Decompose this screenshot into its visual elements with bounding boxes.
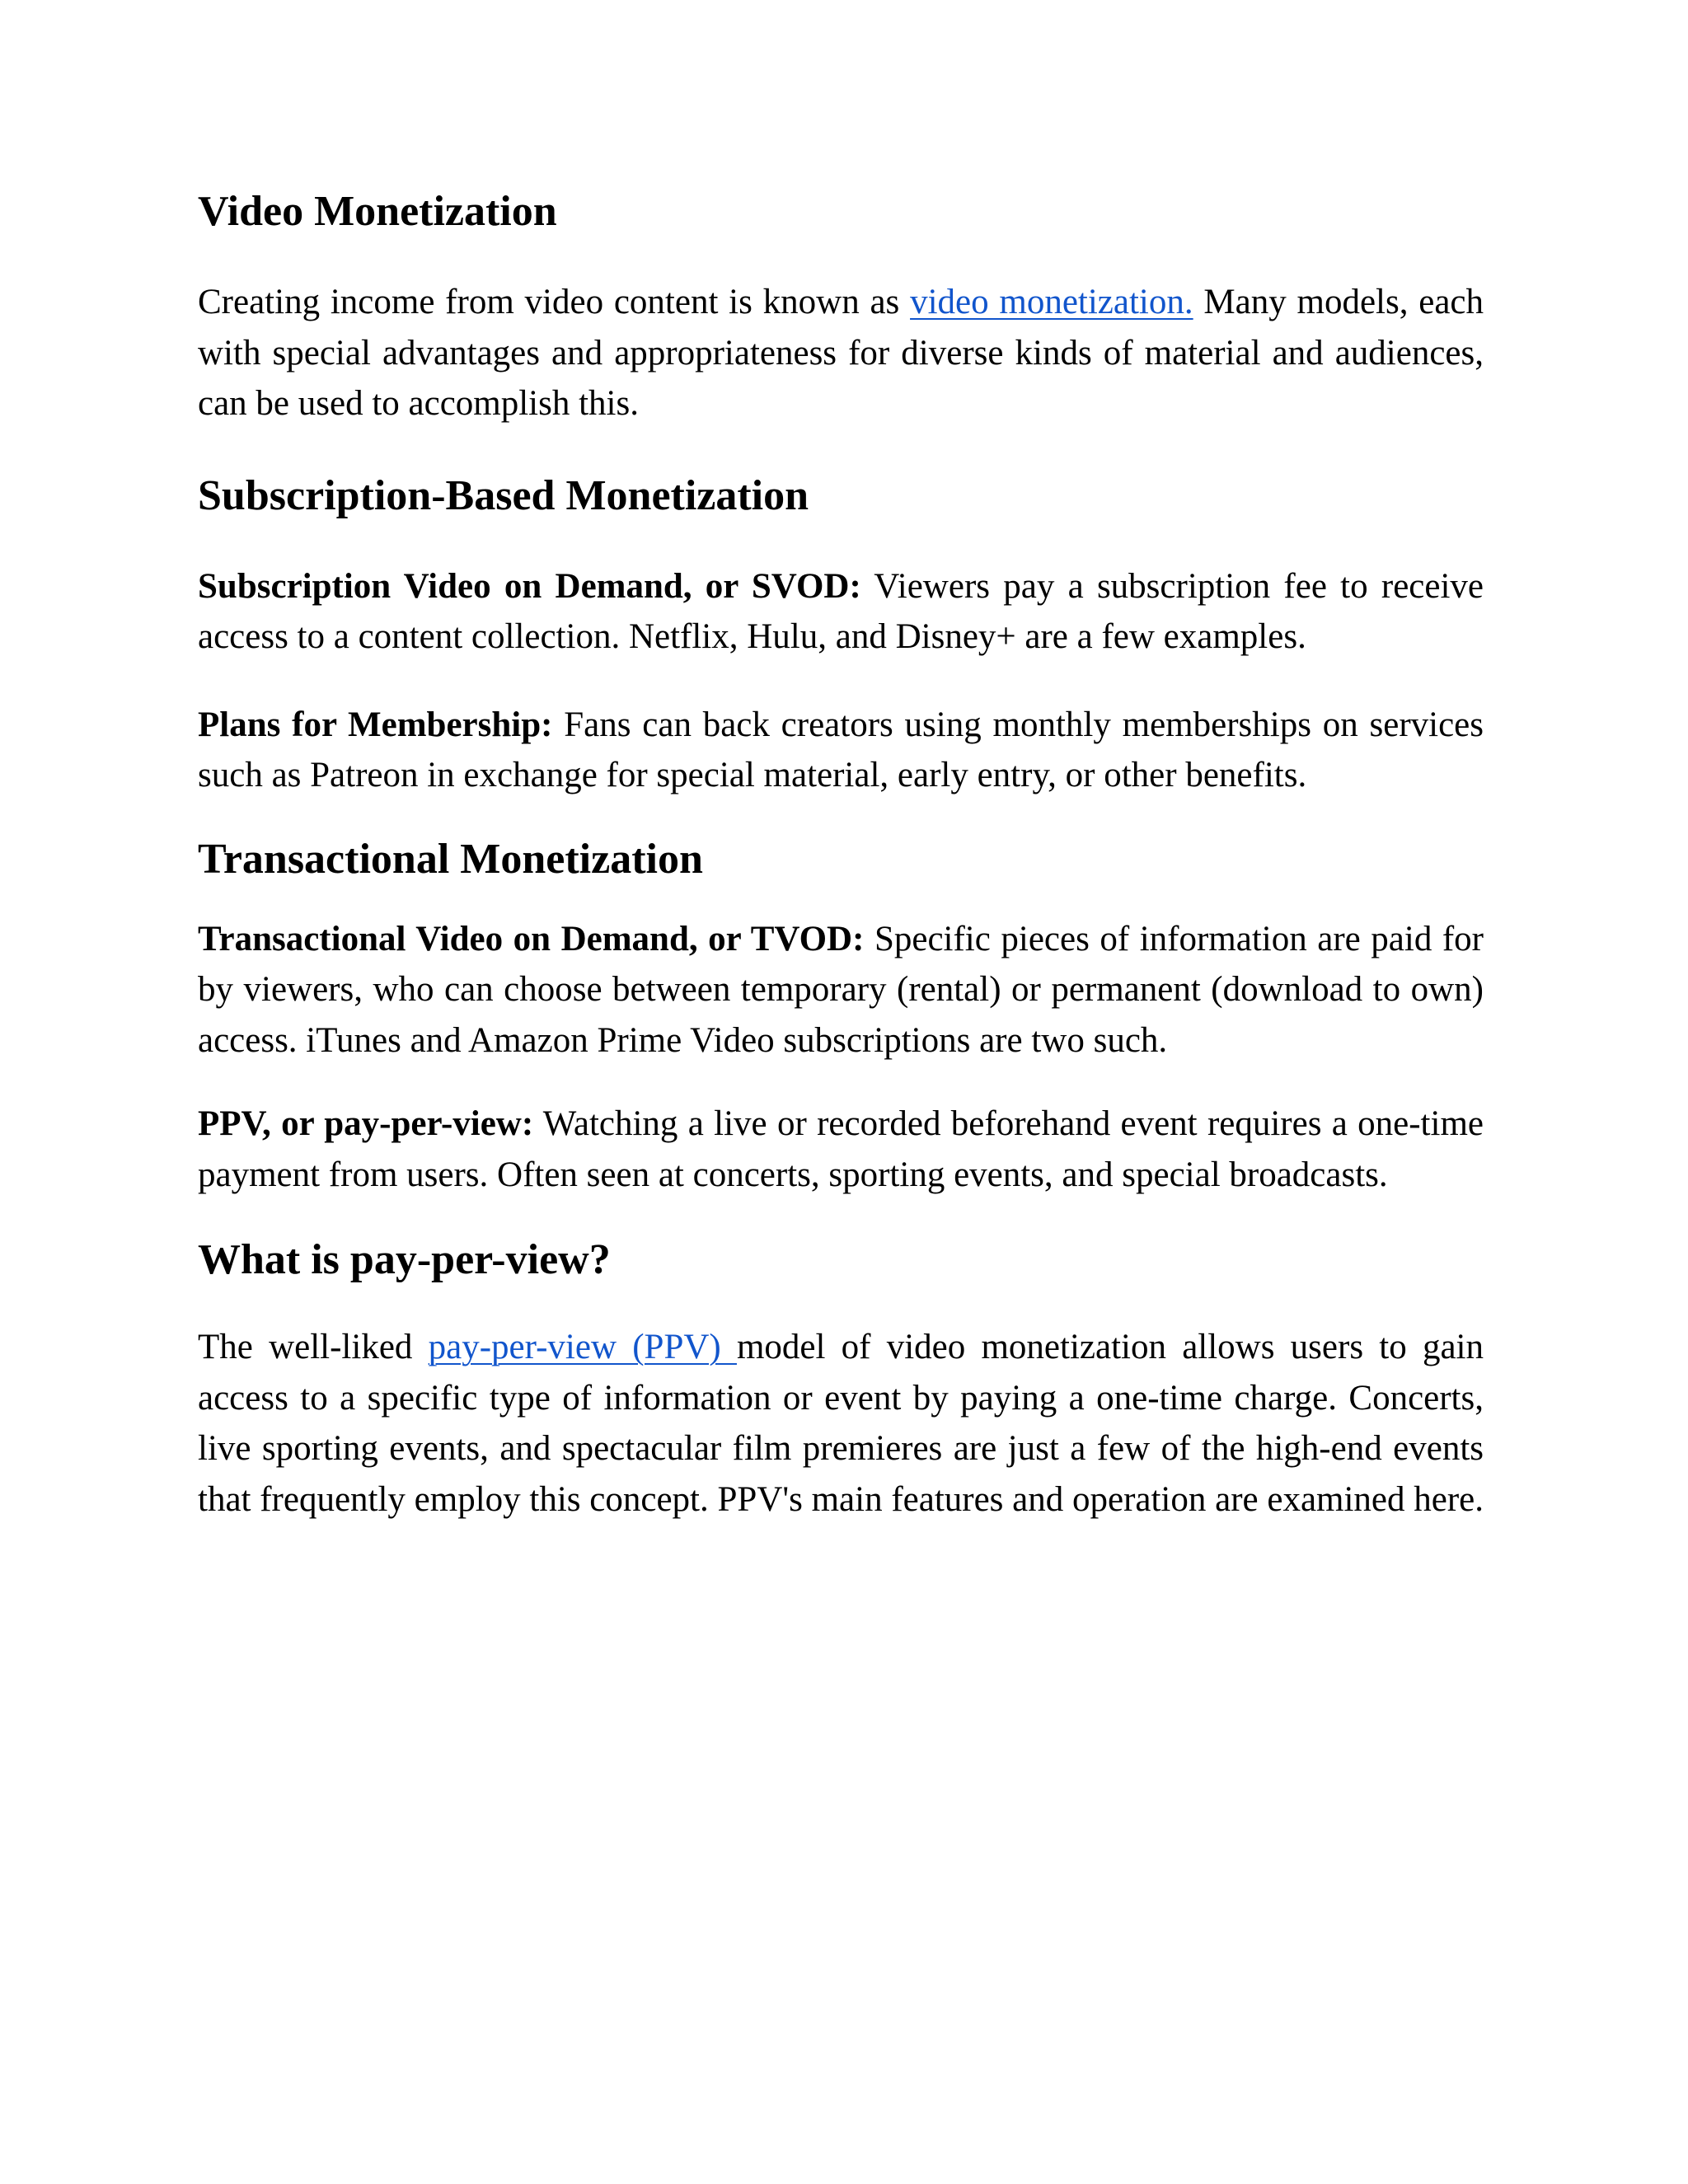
intro-text-after: Many models, each with special advantages and appropriateness for diverse kinds of material and audiences, can be used to accomplish this. (198, 283, 1484, 423)
paragraph-svod (198, 561, 1484, 663)
heading-subscription-based-monetization: Subscription-Based Monetization (198, 471, 809, 519)
ppv-text: Watching a live or recorded beforehand event requires a one-time payment from users. Often seen at concerts, sporting events, and special broadcasts. (198, 1104, 1484, 1194)
paragraph-membership (198, 700, 1484, 801)
paragraph-video-monetization-intro (198, 277, 1484, 429)
document-page (198, 186, 1484, 1525)
ppv-text-after: model of video monetization allows users to gain access to a specific type of information or event by paying a one-time charge. Concerts, live sporting events, and spectacular film premieres are just a few of the high-end events that frequently employ this concept. PPV's main features and operation are examined here. (198, 1328, 1484, 1519)
paragraph-tvod (198, 914, 1484, 1066)
heading-what-is-pay-per-view: What is pay-per-view? (198, 1236, 611, 1283)
membership-term: Plans for Membership: (198, 705, 553, 744)
intro-text-before: Creating income from video content is known as (198, 283, 911, 321)
svod-term: Subscription Video on Demand, or SVOD: (198, 566, 861, 606)
link-video-monetization[interactable]: video monetization. (910, 283, 1193, 321)
link-pay-per-view[interactable]: pay-per-view (PPV) (428, 1328, 737, 1366)
svod-text: Viewers pay a subscription fee to receive access to a content collection. Netflix, Hulu, and Disney+ are a few examples. (198, 566, 1484, 656)
paragraph-ppv (198, 1099, 1484, 1200)
membership-text: Fans can back creators using monthly memberships on services such as Patreon in exchange for special material, early entry, or other benefits. (198, 705, 1484, 794)
heading-transactional-monetization: Transactional Monetization (198, 835, 703, 883)
ppv-term: PPV, or pay-per-view: (198, 1104, 534, 1143)
ppv-text-before: The well-liked (198, 1328, 429, 1366)
paragraph-what-is-ppv (198, 1322, 1484, 1525)
tvod-text: Specific pieces of information are paid for by viewers, who can choose between temporary (rental) or permanent (download to own) access. iTunes and Amazon Prime Video subscriptions are two such. (198, 919, 1484, 1060)
heading-video-monetization: Video Monetization (198, 188, 557, 235)
tvod-term: Transactional Video on Demand, or TVOD: (198, 919, 865, 958)
